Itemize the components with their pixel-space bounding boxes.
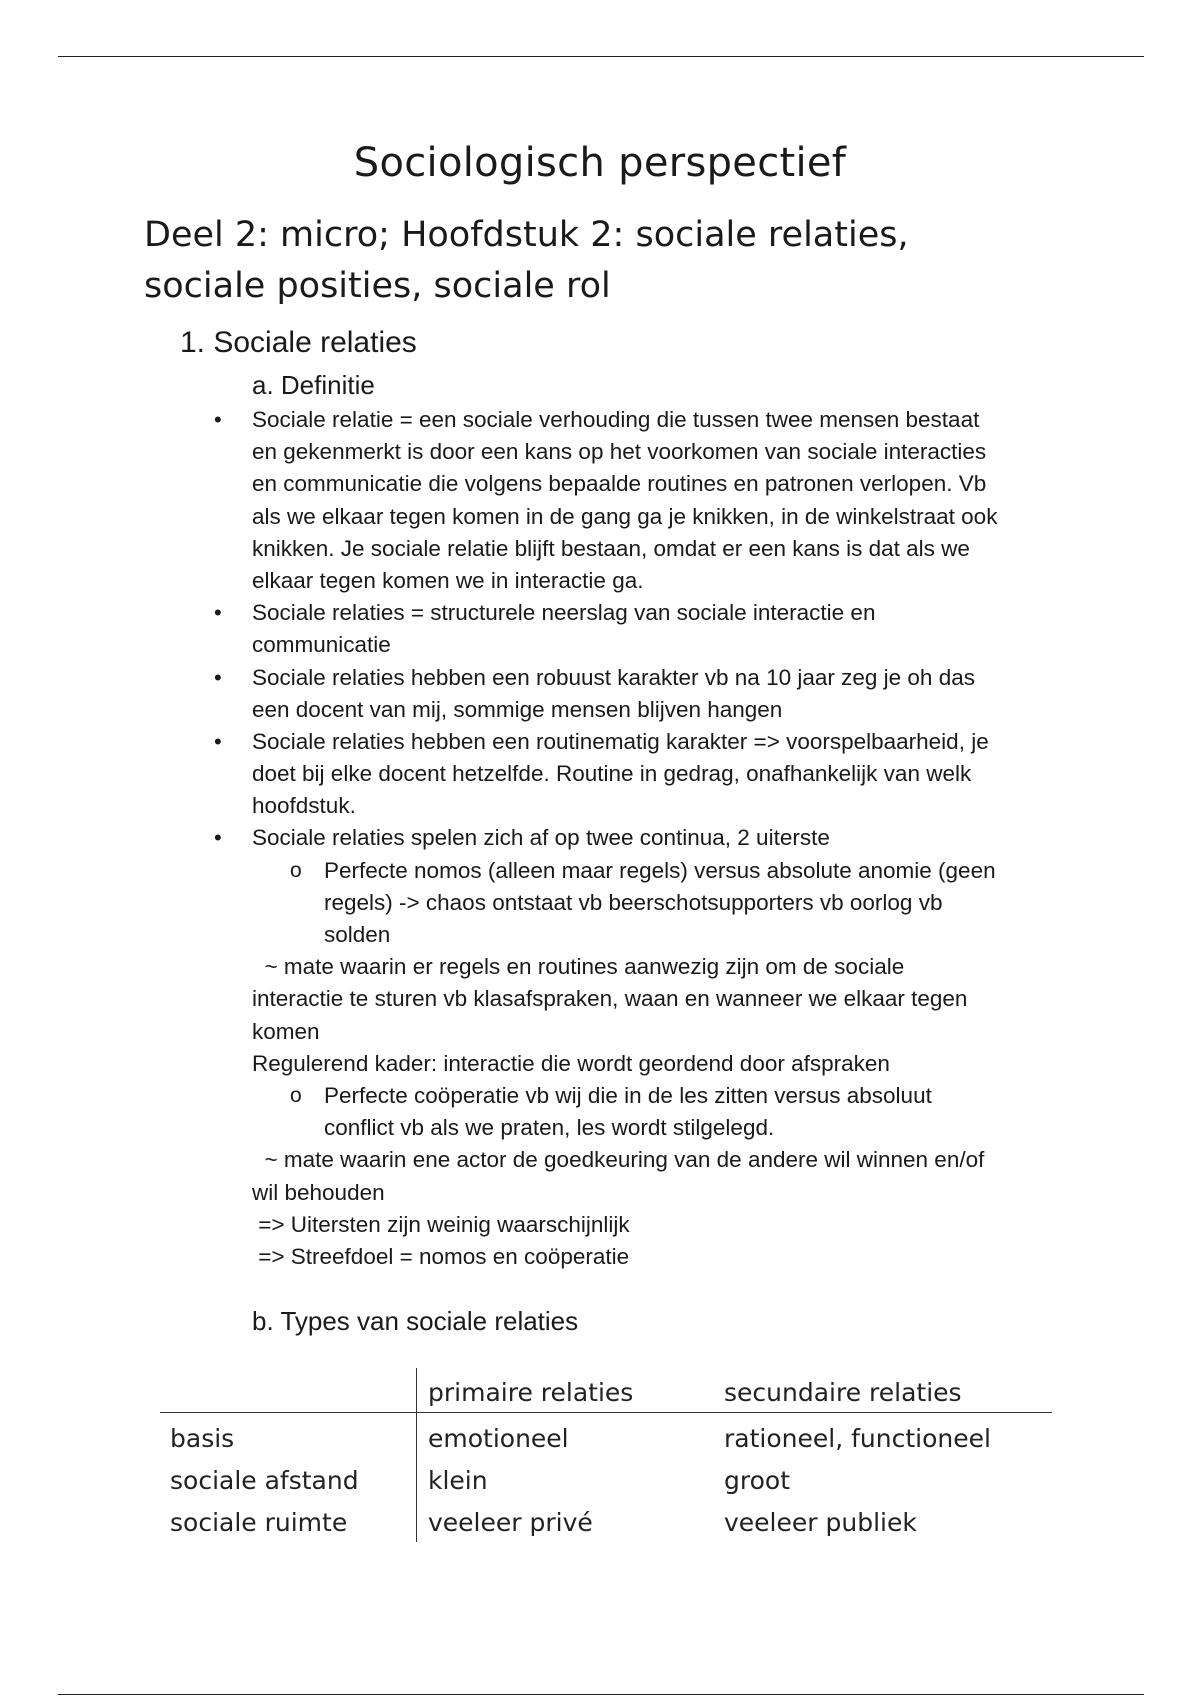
section-heading-sociale-relaties: 1. Sociale relaties: [180, 326, 417, 359]
paragraph-line: communicatie: [252, 632, 391, 658]
bullet-icon: •: [214, 600, 222, 626]
table-cell: groot: [724, 1466, 790, 1495]
table-header-cell: secundaire relaties: [724, 1378, 962, 1407]
paragraph-line: => Uitersten zijn weinig waarschijnlijk: [252, 1211, 630, 1237]
subsection-heading-types: b. Types van sociale relaties: [252, 1306, 579, 1336]
paragraph-line: solden: [324, 922, 391, 947]
bullet-icon: •: [214, 825, 222, 851]
table-cell: rationeel, functioneel: [724, 1424, 991, 1453]
paragraph-line: conflict vb als we praten, les wordt stilgelegd.: [324, 1115, 775, 1141]
table-cell: sociale ruimte: [170, 1508, 348, 1537]
paragraph-line: een docent van mij, sommige mensen blijven hangen: [252, 696, 783, 722]
table-cell: klein: [428, 1466, 488, 1495]
sub-bullet-icon: o: [290, 858, 302, 882]
table-column-divider: [416, 1368, 417, 1542]
paragraph-line: regels) -> chaos ontstaat vb beerschotsupporters vb oorlog vb: [324, 889, 943, 915]
chapter-heading: [144, 210, 1044, 312]
paragraph-line: hoofdstuk.: [252, 793, 356, 819]
paragraph-line: als we elkaar tegen komen in de gang ga je knikken, in de winkelstraat ook: [252, 503, 998, 529]
top-rule: [58, 56, 1144, 57]
paragraph-line: knikken. Je sociale relatie blijft bestaan, omdat er een kans is dat als we: [252, 535, 970, 561]
definition-body: [0, 404, 1200, 1273]
subsection-heading-definitie: a. Definitie: [252, 370, 375, 400]
paragraph-line: Regulerend kader: interactie die wordt geordend door afspraken: [252, 1050, 890, 1076]
paragraph-line: o Perfecte coöperatie vb wij die in de les zitten versus absoluut: [0, 1080, 1200, 1112]
paragraph-line: • Sociale relaties hebben een routinematig karakter => voorspelbaarheid, je: [0, 726, 1200, 758]
paragraph-line: • Sociale relatie = een sociale verhouding die tussen twee mensen bestaat: [0, 404, 1200, 436]
bottom-rule: [58, 1694, 1144, 1695]
paragraph-line: elkaar tegen komen we in interactie ga.: [252, 567, 644, 593]
document-title: Sociologisch perspectief: [353, 140, 847, 186]
table-cell: basis: [170, 1424, 235, 1453]
paragraph-line: en gekenmerkt is door een kans op het voorkomen van sociale interacties: [252, 439, 987, 465]
paragraph-line: => Streefdoel = nomos en coöperatie: [252, 1243, 630, 1269]
paragraph-line: interactie te sturen vb klasafspraken, waan en wanneer we elkaar tegen: [252, 986, 968, 1012]
paragraph-line: komen: [252, 1018, 320, 1044]
chapter-heading-line: sociale posities, sociale rol: [144, 266, 611, 306]
paragraph-line: ~ mate waarin er regels en routines aanwezig zijn om de sociale: [252, 954, 905, 980]
chapter-heading-line: Deel 2: micro; Hoofdstuk 2: sociale relaties,: [144, 215, 909, 255]
paragraph-line: • Sociale relaties hebben een robuust karakter vb na 10 jaar zeg je oh das: [0, 662, 1200, 694]
table-cell: emotioneel: [428, 1424, 569, 1453]
paragraph-line: en communicatie die volgens bepaalde routines en patronen verlopen. Vb: [252, 471, 987, 497]
paragraph-line: doet bij elke docent hetzelfde. Routine in gedrag, onafhankelijk van welk: [252, 761, 972, 787]
paragraph-line: ~ mate waarin ene actor de goedkeuring van de andere wil winnen en/of: [252, 1147, 985, 1173]
paragraph-line: wil behouden: [252, 1179, 385, 1205]
table-cell: sociale afstand: [170, 1466, 359, 1495]
bullet-icon: •: [214, 407, 222, 432]
table-header-cell: primaire relaties: [428, 1378, 634, 1407]
bullet-icon: •: [214, 664, 222, 690]
table-cell: veeleer privé: [428, 1508, 593, 1537]
paragraph-line: o Perfecte nomos (alleen maar regels) versus absolute anomie (geen: [0, 855, 1200, 887]
table-cell: veeleer publiek: [724, 1508, 917, 1537]
sub-bullet-icon: o: [290, 1083, 302, 1107]
bullet-icon: •: [214, 728, 222, 754]
table-header-divider: [160, 1412, 1052, 1413]
relations-table: [160, 1368, 1052, 1542]
paragraph-line: • Sociale relaties spelen zich af op twee continua, 2 uiterste: [0, 822, 1200, 854]
paragraph-line: • Sociale relaties = structurele neerslag van sociale interactie en: [0, 597, 1200, 629]
